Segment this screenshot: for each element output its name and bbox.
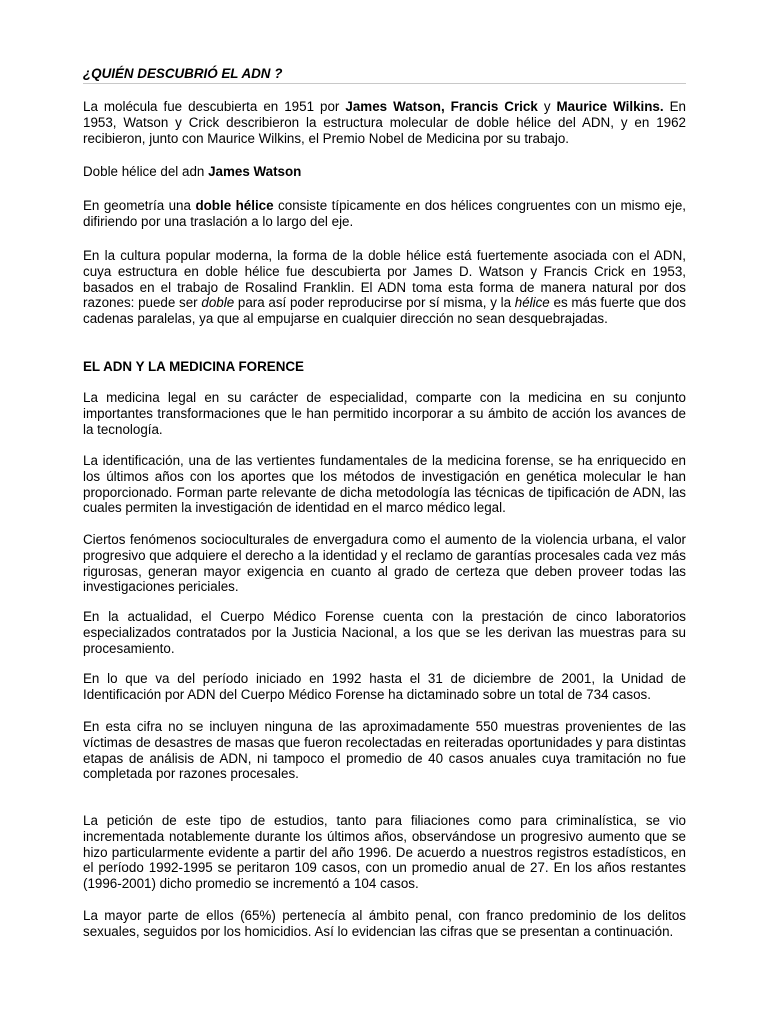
title-divider	[83, 83, 686, 84]
p3-text-a: En geometría una	[83, 198, 196, 213]
paragraph-laboratories: En la actualidad, el Cuerpo Médico Forense cuenta con la prestación de cinco laboratorios especializados contratados por la Justicia Nacional, a los que se les derivan las muestras para su procesamiento.	[83, 609, 686, 656]
p3-bold-term: doble hélice	[195, 198, 274, 213]
p4-text-e: es más fuerte que dos cadenas paralelas, ya que al empujarse en cualquier dirección no sean desquebrajadas.	[83, 295, 687, 327]
p3-text-c: consiste típicamente en dos hélices congruentes con un mismo eje, difiriendo por una traslación a lo largo del eje.	[83, 198, 686, 229]
paragraph-sociocultural: Ciertos fenómenos socioculturales de envergadura como el aumento de la violencia urbana, el valor progresivo que adquiere el derecho a la identidad y el reclamo de garantías procesales cada vez más rigurosas, generan mayor exigencia en cuanto al grado de certeza que deben proveer todas las investigaciones periciales.	[83, 532, 686, 595]
p1-text-e: En 1953, Watson y Crick describieron la estructura molecular de doble hélice del ADN, y en 1962 recibieron, junto con Maurice Wilkins, el Premio Nobel de Medicina por su trabajo.	[83, 99, 686, 146]
document-title: ¿QUIÉN DESCUBRIÓ EL ADN ?	[83, 66, 283, 81]
paragraph-popular-culture	[83, 248, 686, 327]
paragraph-legal-medicine: La medicina legal en su carácter de especialidad, comparte con la medicina en su conjunto importantes transformaciones que le han permitido incorporar a su ámbito de acción los avances de la tecnología.	[83, 390, 686, 437]
p2-bold-watson: James Watson	[208, 164, 302, 179]
paragraph-geometry	[83, 198, 686, 230]
p4-italic-helice: hélice	[514, 295, 550, 311]
p1-text-c: y	[537, 99, 557, 114]
p1-bold-wilkins: Maurice Wilkins.	[556, 99, 664, 114]
paragraph-discovery	[83, 99, 686, 146]
section-heading-forensic: EL ADN Y LA MEDICINA FORENCE	[83, 359, 304, 374]
paragraph-identification: La identificación, una de las vertientes fundamentales de la medicina forense, se ha enriquecido en los últimos años con los aportes que los métodos de investigación en genética molecular le han proporcionado. Forman parte relevante de dicha metodología las técnicas de tipificación de ADN, las cuales permiten la investigación de identidad en el marco médico legal.	[83, 453, 686, 516]
p4-text-a: En la cultura popular moderna, la forma de la doble hélice está fuertemente asociada con el ADN, cuya estructura en doble hélice fue descubierta por James D. Watson y Francis Crick en 1953, basados en el trabajo de Rosalind Franklin. El ADN toma esta forma de manera natural por dos razones: puede ser	[83, 248, 686, 311]
p2-text-a: Doble hélice del adn	[83, 164, 209, 179]
p1-text-a: La molécula fue descubierta en 1951 por	[83, 99, 346, 114]
p1-bold-names: James Watson, Francis Crick	[345, 99, 538, 114]
paragraph-period-cases: En lo que va del período iniciado en 1992 hasta el 31 de diciembre de 2001, la Unidad de Identificación por ADN del Cuerpo Médico Forense ha dictaminado sobre un total de 734 casos.	[83, 671, 686, 702]
p4-text-c: para así poder reproducirse por sí misma, y la	[234, 295, 515, 311]
paragraph-excluded-samples: En esta cifra no se incluyen ninguna de las aproximadamente 550 muestras provenientes de las víctimas de desastres de masas que fueron recolectadas en reiteradas oportunidades y para distintas etapas de análisis de ADN, ni tampoco el promedio de 40 casos anuales cuya tramitación no fue completada por razones procesales.	[83, 719, 686, 782]
paragraph-requests: La petición de este tipo de estudios, tanto para filiaciones como para criminalística, se vio incrementada notablemente durante los últimos años, observándose un progresivo aumento que se hizo particularmente evidente a partir del año 1996. De acuerdo a nuestros registros estadísticos, en el período 1992-1995 se peritaron 109 casos, con un promedio anual de 27. En los años restantes (1996-2001) dicho promedio se incrementó a 104 casos.	[83, 813, 686, 892]
paragraph-image-caption	[83, 164, 686, 180]
p4-italic-doble: doble	[201, 295, 235, 311]
paragraph-penal: La mayor parte de ellos (65%) pertenecía al ámbito penal, con franco predominio de los delitos sexuales, seguidos por los homicidios. Así lo evidencian las cifras que se presentan a continuación.	[83, 908, 686, 939]
